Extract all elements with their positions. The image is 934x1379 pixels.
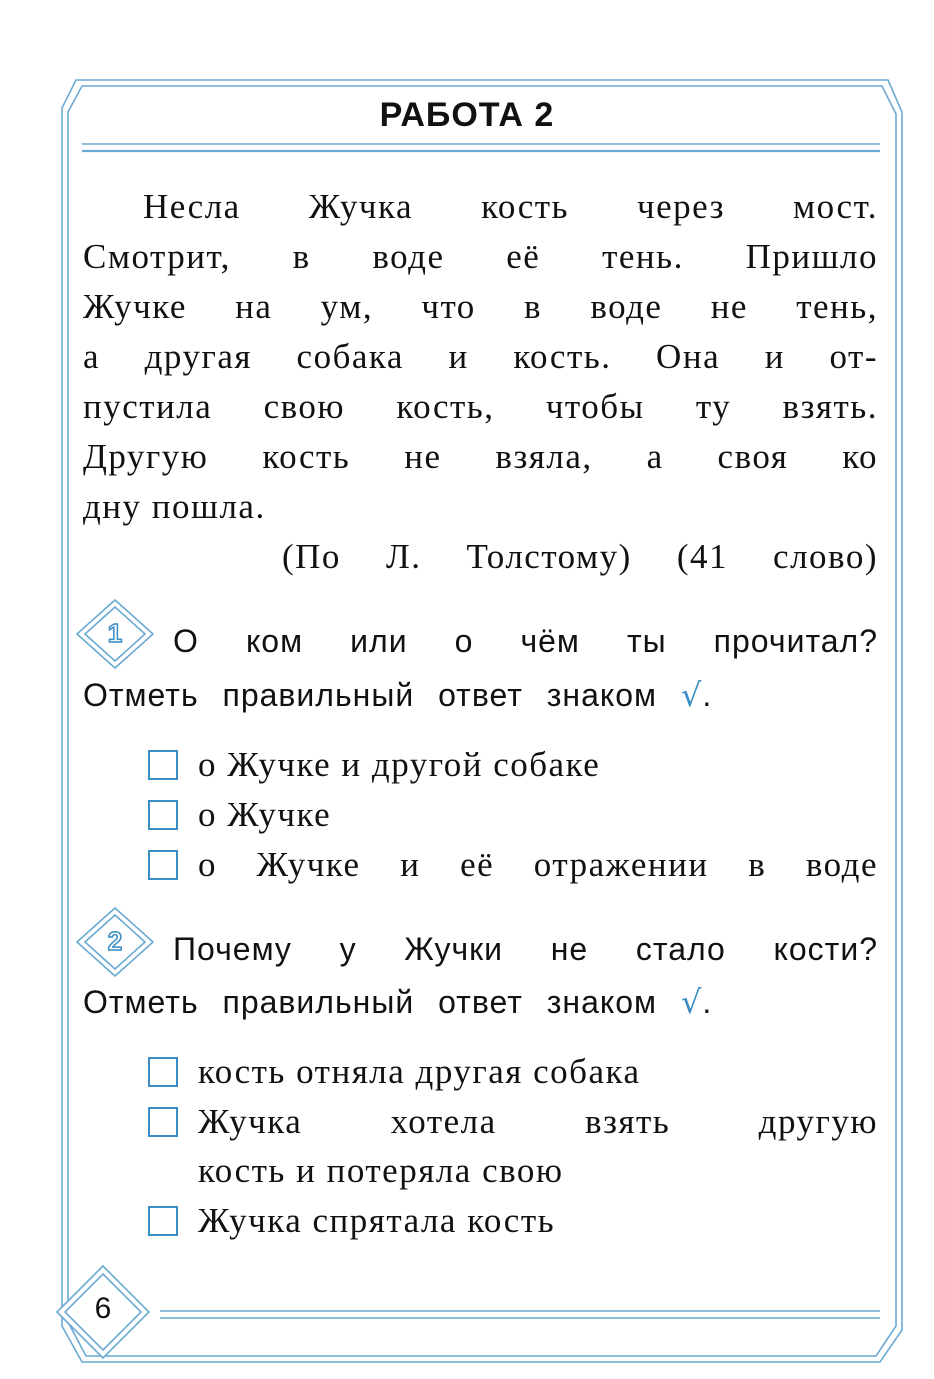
text-line: а другая собака и кость. Она и от- <box>83 337 878 376</box>
option-label: Жучка хотела взять другую <box>198 1102 878 1141</box>
option-label: о Жучке и другой собаке <box>198 745 601 784</box>
option-label: Жучка спрятала кость <box>198 1201 556 1240</box>
question-text: О ком или о чём ты прочитал? <box>173 623 878 659</box>
page-title: РАБОТА 2 <box>379 96 555 134</box>
option-label: кость и потеряла свою <box>198 1151 564 1190</box>
text-line: Жучке на ум, что в воде не тень, <box>83 287 878 326</box>
checkbox[interactable] <box>148 1107 178 1137</box>
checkbox[interactable] <box>148 800 178 830</box>
instruction-text: Отметь правильный ответ знаком <box>83 677 658 713</box>
question-number-icon: 2 <box>107 926 123 956</box>
checkbox[interactable] <box>148 1206 178 1236</box>
question-number-icon: 1 <box>107 618 123 648</box>
text-line: пустила свою кость, чтобы ту взять. <box>83 387 878 426</box>
text-line: Несла Жучка кость через мост. <box>143 187 878 226</box>
option-label: кость отняла другая собака <box>198 1052 641 1091</box>
instruction-end: . <box>702 984 713 1020</box>
text-line: Другую кость не взяла, а своя ко <box>83 437 878 476</box>
text-line: дну пошла. <box>83 487 266 526</box>
option-label: о Жучке <box>198 795 332 834</box>
question-instruction <box>83 977 878 1027</box>
question-instruction <box>83 670 878 720</box>
checkbox[interactable] <box>148 850 178 880</box>
instruction-text: Отметь правильный ответ знаком <box>83 984 658 1020</box>
checkmark-icon: √ <box>680 676 703 714</box>
text-source: (По Л. Толстому) (41 слово) <box>282 537 878 576</box>
checkmark-icon: √ <box>680 983 703 1021</box>
option-label: о Жучке и её отражении в воде <box>198 845 878 884</box>
checkbox[interactable] <box>148 1057 178 1087</box>
question-text: Почему у Жучки не стало кости? <box>173 931 878 967</box>
page-number: 6 <box>94 1292 112 1325</box>
instruction-end: . <box>702 677 713 713</box>
checkbox[interactable] <box>148 750 178 780</box>
text-line: Смотрит, в воде её тень. Пришло <box>83 237 878 276</box>
